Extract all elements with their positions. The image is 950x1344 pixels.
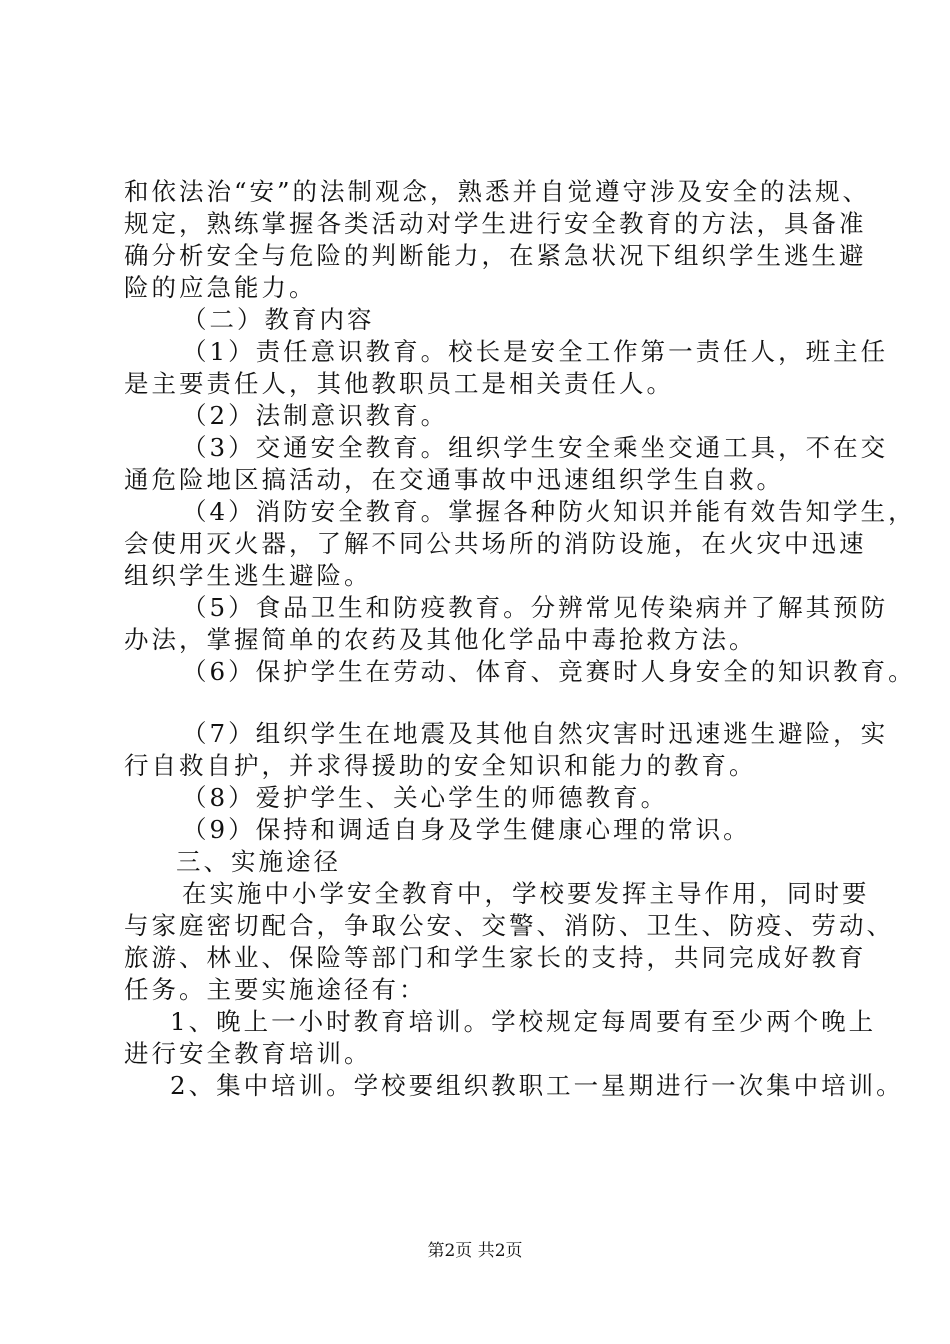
page-number-footer: 第2页 共2页 bbox=[427, 1241, 523, 1261]
list-item-continuation: 办法，掌握简单的农药及其他化学品中毒抢救方法。 bbox=[124, 625, 757, 654]
section-heading: （二）教育内容 bbox=[182, 305, 375, 334]
list-item: （7）组织学生在地震及其他自然灾害时迅速逃生避险，实 bbox=[182, 719, 889, 748]
paragraph-line: 确分析安全与危险的判断能力，在紧急状况下组织学生逃生避 bbox=[124, 241, 867, 270]
list-item: 1、晚上一小时教育培训。学校规定每周要有至少两个晚上 bbox=[170, 1007, 877, 1036]
list-item: （2）法制意识教育。 bbox=[182, 401, 449, 430]
list-item: （6）保护学生在劳动、体育、竞赛时人身安全的知识教育。 bbox=[182, 657, 916, 686]
list-item-continuation: 会使用灭火器，了解不同公共场所的消防设施，在火灾中迅速 bbox=[124, 529, 867, 558]
paragraph-line: 任务。主要实施途径有： bbox=[124, 975, 427, 1004]
paragraph-line: 旅游、林业、保险等部门和学生家长的支持，共同完成好教育 bbox=[124, 943, 867, 972]
list-item: （8）爱护学生、关心学生的师德教育。 bbox=[182, 783, 669, 812]
paragraph-line: 规定，熟练掌握各类活动对学生进行安全教育的方法，具备准 bbox=[124, 209, 867, 238]
list-item-continuation: 通危险地区搞活动，在交通事故中迅速组织学生自救。 bbox=[124, 465, 784, 494]
list-item-continuation: 组织学生逃生避险。 bbox=[124, 561, 372, 590]
paragraph-line: 险的应急能力。 bbox=[124, 273, 317, 302]
section-heading: 三、实施途径 bbox=[176, 847, 341, 876]
list-item: （4）消防安全教育。掌握各种防火知识并能有效告知学生， bbox=[182, 497, 916, 526]
paragraph-line: 在实施中小学安全教育中，学校要发挥主导作用，同时要 bbox=[182, 879, 870, 908]
paragraph-line: 和依法治“安”的法制观念，熟悉并自觉遵守涉及安全的法规、 bbox=[124, 177, 871, 206]
list-item: （3）交通安全教育。组织学生安全乘坐交通工具，不在交 bbox=[182, 433, 889, 462]
list-item: （5）食品卫生和防疫教育。分辨常见传染病并了解其预防 bbox=[182, 593, 889, 622]
list-item-continuation: 进行安全教育培训。 bbox=[124, 1039, 372, 1068]
list-item: （9）保持和调适自身及学生健康心理的常识。 bbox=[182, 815, 751, 844]
list-item-continuation: 是主要责任人，其他教职员工是相关责任人。 bbox=[124, 369, 674, 398]
paragraph-line: 与家庭密切配合，争取公安、交警、消防、卫生、防疫、劳动、 bbox=[124, 911, 894, 940]
list-item: （1）责任意识教育。校长是安全工作第一责任人，班主任 bbox=[182, 337, 889, 366]
list-item-continuation: 行自救自护，并求得援助的安全知识和能力的教育。 bbox=[124, 751, 757, 780]
list-item: 2、集中培训。学校要组织教职工一星期进行一次集中培训。 bbox=[170, 1071, 904, 1100]
